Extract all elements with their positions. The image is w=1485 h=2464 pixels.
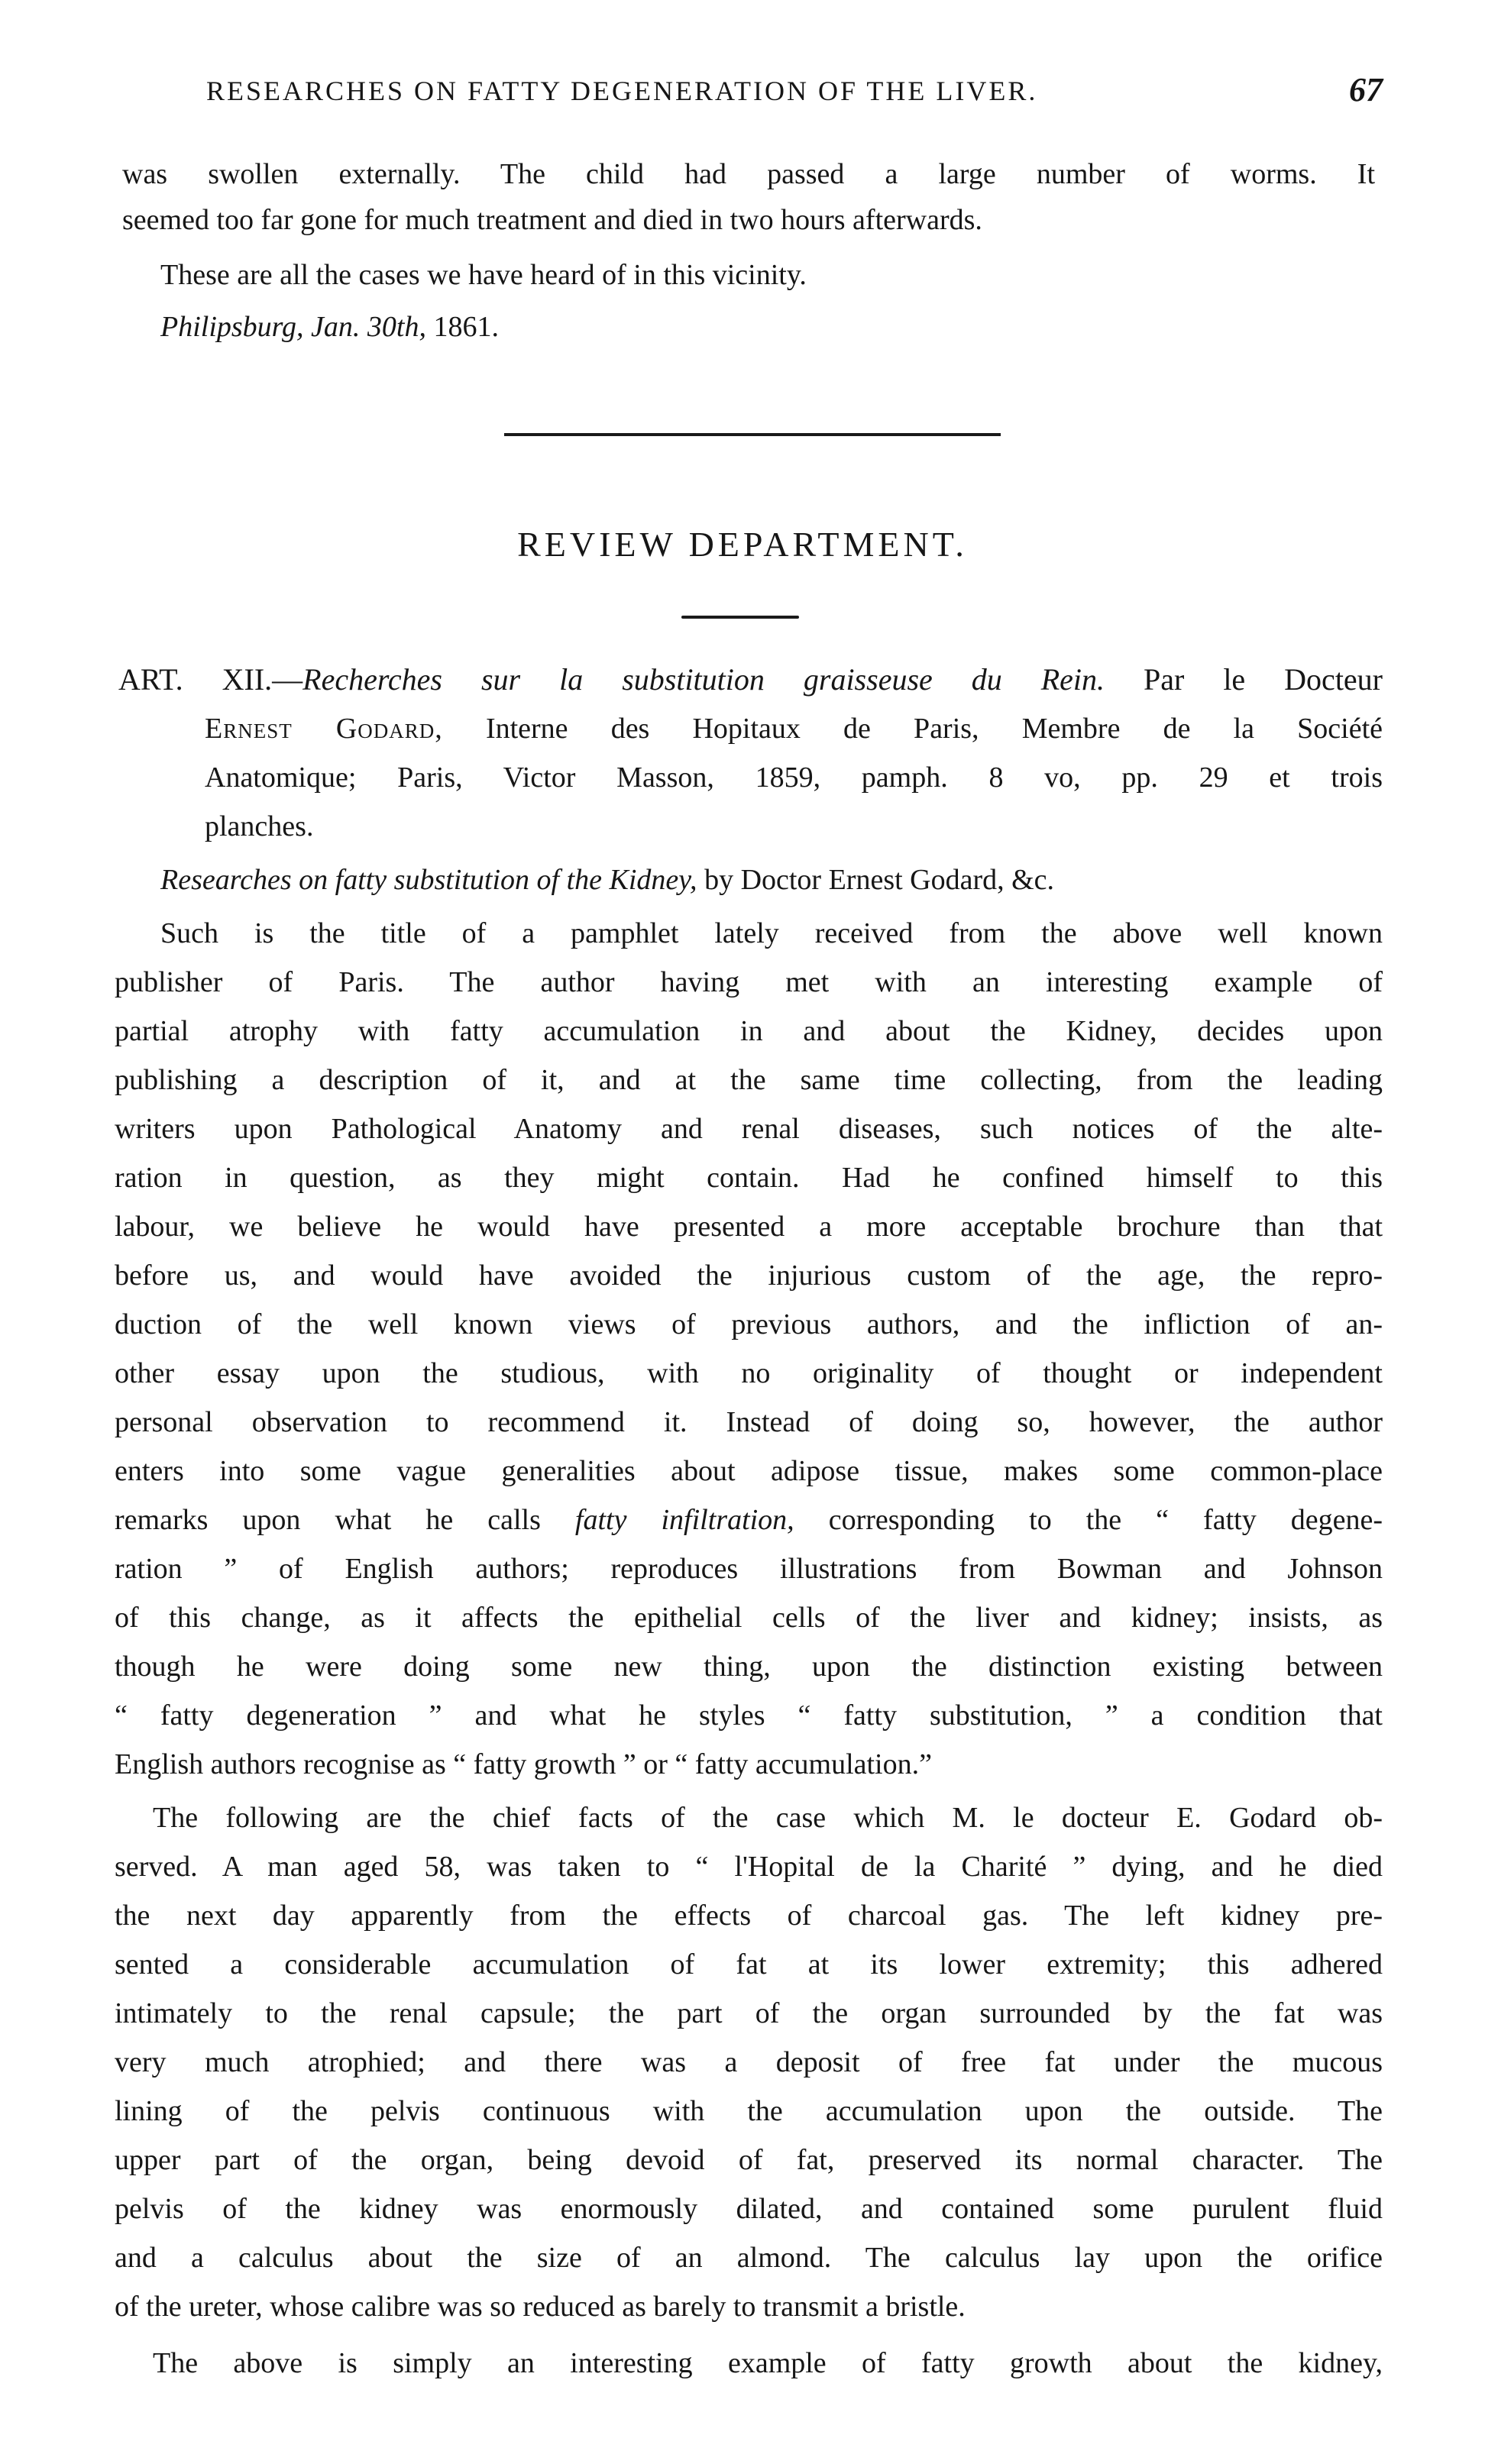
text-line: the next day apparently from the effects of charcoal gas. The left kidney pre-: [115, 1900, 1383, 1932]
text-line: lining of the pelvis continuous with the accumulation upon the outside. The: [115, 2095, 1383, 2127]
section-title: REVIEW DEPARTMENT.: [517, 525, 968, 564]
dateline-year: 1861.: [425, 311, 499, 343]
citation-line: planches.: [205, 810, 314, 842]
text-line: These are all the cases we have heard of in this vicinity.: [160, 259, 807, 291]
text-line: [115, 1502, 1383, 1538]
text-line: enters into some vague generalities about adipose tissue, makes some common-place: [115, 1455, 1383, 1487]
text-line: served. A man aged 58, was taken to “ l'Hopital de la Charité ” dying, and he died: [115, 1851, 1383, 1883]
text-line: personal observation to recommend it. Instead of doing so, however, the author: [115, 1406, 1383, 1438]
text-line: upper part of the organ, being devoid of fat, preserved its normal character. The: [115, 2144, 1383, 2176]
text-line: The above is simply an interesting example of fatty growth about the kidney,: [153, 2347, 1383, 2379]
text-line: writers upon Pathological Anatomy and renal diseases, such notices of the alte-: [115, 1113, 1383, 1145]
text-line: English authors recognise as “ fatty growth ” or “ fatty accumulation.”: [115, 1748, 932, 1780]
article-label: ART. XII.—: [118, 662, 303, 697]
dateline-place: Philipsburg, Jan. 30th,: [160, 311, 426, 343]
running-title: RESEARCHES ON FATTY DEGENERATION OF THE LIVER.: [206, 76, 1038, 106]
text-line: very much atrophied; and there was a deposit of free fat under the mucous: [115, 2046, 1383, 2078]
text-line: duction of the well known views of previous authors, and the infliction of an-: [115, 1308, 1383, 1340]
page-number: 67: [1349, 71, 1383, 108]
dateline: [160, 309, 499, 345]
text-line: partial atrophy with fatty accumulation in and about the Kidney, decides upon: [115, 1015, 1383, 1047]
text-line: intimately to the renal capsule; the part of the organ surrounded by the fat was: [115, 1997, 1383, 2029]
text-line: Such is the title of a pamphlet lately received from the above well known: [160, 917, 1383, 949]
text-line: publisher of Paris. The author having met with an interesting example of: [115, 966, 1383, 998]
citation-line: [118, 661, 1383, 698]
citation-text: by Doctor Ernest Godard, &c.: [697, 864, 1055, 896]
italic-term: fatty infiltration,: [574, 1504, 794, 1536]
french-title: Recherches sur la substitution graisseuse du Rein.: [302, 662, 1105, 697]
author-name: Ernest Godard,: [205, 713, 443, 745]
text-line: pelvis of the kidney was enormously dilated, and contained some purulent fluid: [115, 2193, 1383, 2225]
english-title-line: [160, 862, 1054, 898]
text-line: ration ” of English authors; reproduces illustrations from Bowman and Johnson: [115, 1553, 1383, 1585]
text-line: “ fatty degeneration ” and what he styles “ fatty substitution, ” a condition that: [115, 1699, 1383, 1732]
text-line: publishing a description of it, and at the same time collecting, from the leading: [115, 1064, 1383, 1096]
text-line: and a calculus about the size of an almond. The calculus lay upon the orifice: [115, 2242, 1383, 2274]
running-header: [206, 71, 1383, 121]
citation-line: Anatomique; Paris, Victor Masson, 1859, pamph. 8 vo, pp. 29 et trois: [205, 762, 1383, 794]
ornamental-rule: [681, 616, 799, 619]
text-line: though he were doing some new thing, upon the distinction existing between: [115, 1651, 1383, 1683]
citation-text: Par le Docteur: [1105, 662, 1383, 697]
section-divider-rule: [504, 433, 1001, 436]
text-line: sented a considerable accumulation of fat at its lower extremity; this adhered: [115, 1948, 1383, 1981]
text-line: other essay upon the studious, with no originality of thought or independent: [115, 1357, 1383, 1389]
citation-line: [205, 710, 1383, 747]
citation-text: Interne des Hopitaux de Paris, Membre de la Société: [442, 713, 1383, 745]
text-line: before us, and would have avoided the injurious custom of the age, the repro-: [115, 1259, 1383, 1292]
text-line: ration in question, as they might contain. Had he confined himself to this: [115, 1162, 1383, 1194]
text-segment: corresponding to the “ fatty degene-: [794, 1504, 1383, 1536]
text-line: of the ureter, whose calibre was so reduced as barely to transmit a bristle.: [115, 2291, 966, 2323]
english-title: Researches on fatty substitution of the Kidney,: [160, 864, 697, 896]
text-line: was swollen externally. The child had passed a large number of worms. It: [122, 158, 1375, 190]
text-line: The following are the chief facts of the case which M. le docteur E. Godard ob-: [153, 1802, 1383, 1834]
text-line: of this change, as it affects the epithelial cells of the liver and kidney; insists, as: [115, 1602, 1383, 1634]
text-line: labour, we believe he would have presented a more acceptable brochure than that: [115, 1211, 1383, 1243]
text-segment: remarks upon what he calls: [115, 1504, 575, 1536]
text-line: seemed too far gone for much treatment and died in two hours afterwards.: [122, 204, 982, 236]
